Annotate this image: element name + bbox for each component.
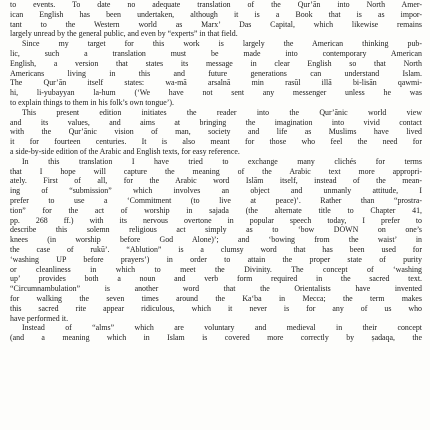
text-line: this sacred rite appear ridiculous, which it never is for any of us who bbox=[10, 303, 422, 313]
text-line: English, a version that states its message in clear English so that North bbox=[10, 58, 422, 68]
text-line: largely unread by the general public, and even by “experts” in that field. bbox=[10, 29, 238, 39]
text-line: Americans living in this and future generations can understand Islam. bbox=[10, 68, 422, 78]
text-line: Instead of “alms” which are voluntary and medieval in their concept bbox=[22, 323, 422, 333]
text-line: ing of “submission” which involves an object and unmanly attitude, I bbox=[10, 186, 422, 196]
text-line: pp. 268 ff.) with its nervous overtone in popular speech today, I prefer to bbox=[10, 215, 422, 225]
text-line: In this translation I have tried to exchange many clichés for terms bbox=[22, 156, 422, 166]
text-line: up’ provides both a noun and verb form required in the sacred text. bbox=[10, 274, 422, 284]
text-line: Since my target for this work is largely the American thinking pub- bbox=[22, 39, 422, 49]
text-line: tion” for the act of worship in sajada (the alternate title to Chapter 41, bbox=[10, 205, 422, 215]
text-line: The Qur’ān itself states: wa-mā arsalnā min rasūl illā bi-lisān qawmi- bbox=[10, 78, 422, 88]
text-line: or cleanliness in which to meet the Divinity. The concept of ‘washing bbox=[10, 264, 422, 274]
text-line: have performed it. bbox=[10, 313, 69, 323]
text-line: describe this solemn religious act simply as to ‘bow DOWN on one’s bbox=[10, 225, 422, 235]
text-line: for walking the seven times around the Ka‘ba in Mecca; the term makes bbox=[10, 293, 422, 303]
text-line: tant to the Western world as Marx’ Das Capital, which likewise remains bbox=[10, 19, 422, 29]
text-line: and its values, and aims at bringing the imagination into vivid contact bbox=[10, 117, 422, 127]
text-line: (and a meaning which in Islam is covered more correctly by ṣadaqa, the bbox=[10, 333, 422, 343]
text-line: knees (in worship before God Alone)’; and ‘bowing from the waist’ in bbox=[10, 235, 422, 245]
text-line: prefer to use a ‘Commitment (to live at peace)’. Rather than “prostra- bbox=[10, 195, 422, 205]
text-line: ‘washing UP before prayers’) in order to attain the proper state of purity bbox=[10, 254, 422, 264]
text-line: that I hope will capture the meaning of the Arabic text more appropri- bbox=[10, 166, 422, 176]
text-line: ican English has been undertaken, although it is a Book that is as impor- bbox=[10, 9, 422, 19]
text-line: to events. To date no adequate translation of the Qur’ān into North Amer- bbox=[10, 0, 422, 9]
text-line: a side-by-side edition of the Arabic and English texts, for easy reference. bbox=[10, 146, 240, 156]
text-line: hi, li-yubayyan la-hum (‘We have not sent any messenger unless he was bbox=[10, 88, 422, 98]
text-line: lic, such a translation must be made into contemporary American bbox=[10, 48, 422, 58]
text-line: ately. First of all, for the Arabic word Islām itself, instead of the mean- bbox=[10, 176, 422, 186]
text-line: the case of rukū’. “Ablution” is a clumsy word that has been used for bbox=[10, 244, 422, 254]
text-line: “Circumnambulation” is another word that the Orientalists have invented bbox=[10, 284, 422, 294]
text-line: with the Qur’ānic vision of man, society and life as Muslims have lived bbox=[10, 127, 422, 137]
text-line: This present edition initiates the reader into the Qur’ānic world view bbox=[22, 107, 422, 117]
text-line: it for fourteen centuries. It is also meant for those who feel the need for bbox=[10, 137, 422, 147]
text-line: to explain things to them in his folk’s own tongue’). bbox=[10, 97, 174, 107]
